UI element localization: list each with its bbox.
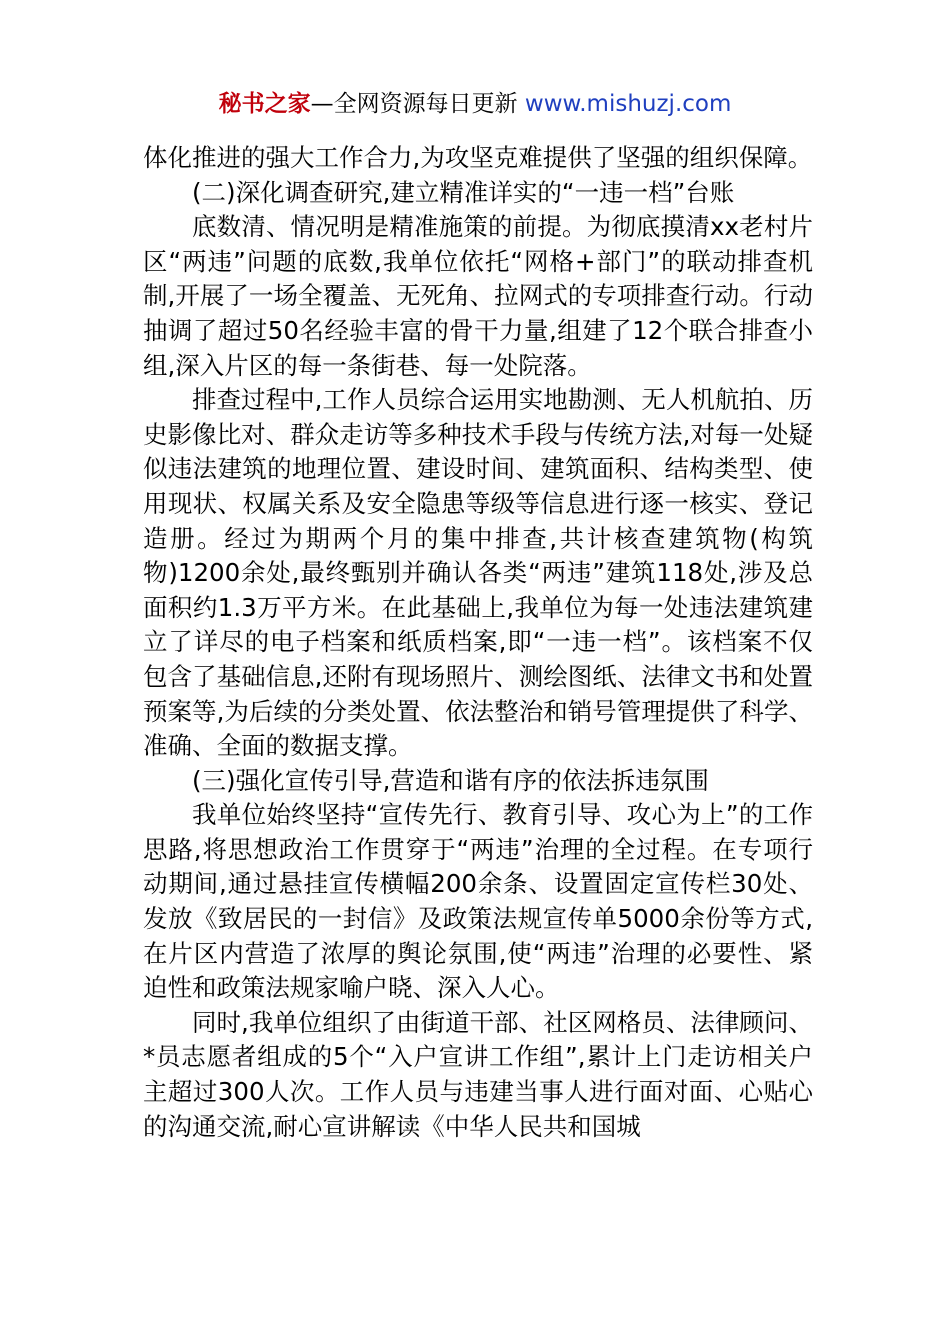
- paragraph: 底数清、情况明是精准施策的前提。为彻底摸清xx老村片区“两违”问题的底数,我单位依托“网格+部门”的联动排查机制,开展了一场全覆盖、无死角、拉网式的专项排查行动。行动抽调了超过50名经验丰富的骨干力量,组建了12个联合排查小组,深入片区的每一条街巷、每一处院落。: [143, 212, 813, 380]
- paragraph-continuation: 体化推进的强大工作合力,为攻坚克难提供了坚强的组织保障。: [143, 143, 813, 172]
- header-tagline: —全网资源每日更新: [310, 91, 525, 117]
- site-header: [0, 88, 950, 120]
- site-url-link[interactable]: www.mishuzj.com: [524, 91, 732, 117]
- paragraph: 排查过程中,工作人员综合运用实地勘测、无人机航拍、历史影像比对、群众走访等多种技术手段与传统方法,对每一处疑似违法建筑的地理位置、建设时间、建筑面积、结构类型、使用现状、权属关系及安全隐患等级等信息进行逐一核实、登记造册。经过为期两个月的集中排查,共计核查建筑物(构筑物)1200余处,最终甄别并确认各类“两违”建筑118处,涉及总面积约1.3万平方米。在此基础上,我单位为每一处违法建筑建立了详尽的电子档案和纸质档案,即“一违一档”。该档案不仅包含了基础信息,还附有现场照片、测绘图纸、法律文书和处置预案等,为后续的分类处置、依法整治和销号管理提供了科学、准确、全面的数据支撑。: [143, 385, 813, 761]
- document-body: [143, 141, 813, 1144]
- brand-name: 秘书之家: [218, 91, 311, 117]
- paragraph: 同时,我单位组织了由街道干部、社区网格员、法律顾问、*员志愿者组成的5个“入户宣讲工作组”,累计上门走访相关户主超过300人次。工作人员与违建当事人进行面对面、心贴心的沟通交流,耐心宣讲解读《中华人民共和国城: [143, 1007, 813, 1141]
- section-heading-3: (三)强化宣传引导,营造和谐有序的依法拆违氛围: [192, 765, 709, 795]
- section-heading-2: (二)深化调查研究,建立精准详实的“一违一档”台账: [192, 177, 735, 207]
- paragraph: 我单位始终坚持“宣传先行、教育引导、攻心为上”的工作思路,将思想政治工作贯穿于“两违”治理的全过程。在专项行动期间,通过悬挂宣传横幅200余条、设置固定宣传栏30处、发放《致居民的一封信》及政策法规宣传单5000余份等方式,在片区内营造了浓厚的舆论氛围,使“两违”治理的必要性、紧迫性和政策法规家喻户晓、深入人心。: [143, 800, 813, 1003]
